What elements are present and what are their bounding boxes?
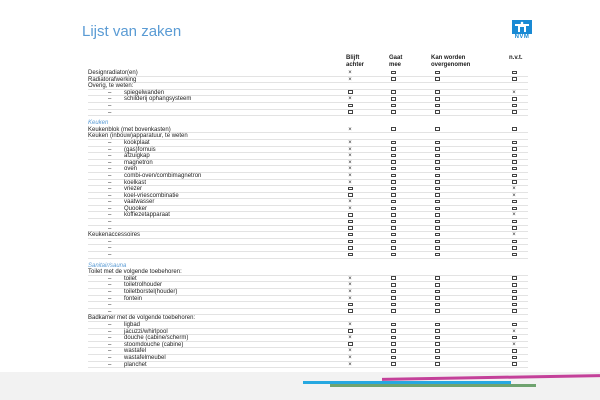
row-label: schilderij ophangsysteem bbox=[124, 96, 192, 103]
table-row bbox=[88, 362, 528, 369]
col-header-blijft-achter: Blijft achter bbox=[346, 55, 365, 68]
table-row bbox=[88, 110, 528, 117]
checked-mark[interactable]: × bbox=[348, 139, 352, 146]
empty-checkbox[interactable] bbox=[389, 147, 397, 154]
row-label: Designradiator(en) bbox=[88, 70, 138, 76]
empty-checkbox[interactable] bbox=[433, 342, 441, 349]
empty-checkbox[interactable] bbox=[389, 173, 397, 180]
empty-checkbox[interactable] bbox=[389, 322, 397, 329]
table-row bbox=[88, 103, 528, 110]
empty-checkbox[interactable] bbox=[389, 289, 397, 296]
empty-checkbox[interactable] bbox=[510, 153, 518, 160]
empty-checkbox[interactable] bbox=[510, 226, 518, 233]
empty-checkbox[interactable] bbox=[389, 70, 397, 77]
empty-checkbox[interactable] bbox=[346, 186, 354, 193]
empty-checkbox[interactable] bbox=[433, 252, 441, 259]
empty-checkbox[interactable] bbox=[346, 90, 354, 97]
table-row bbox=[88, 276, 528, 283]
table-row bbox=[88, 180, 528, 187]
empty-checkbox[interactable] bbox=[346, 226, 354, 233]
empty-checkbox[interactable] bbox=[433, 140, 441, 147]
dash-bullet: – bbox=[108, 252, 112, 259]
checked-mark[interactable]: × bbox=[348, 70, 352, 76]
table-row bbox=[88, 186, 528, 193]
row-label: koffiezetapparaat bbox=[124, 212, 170, 219]
dash-bullet: – bbox=[108, 354, 112, 361]
checked-mark[interactable]: × bbox=[348, 335, 352, 342]
dash-bullet: – bbox=[108, 102, 112, 109]
checked-mark[interactable]: × bbox=[348, 153, 352, 160]
empty-checkbox[interactable] bbox=[433, 153, 441, 160]
table-row bbox=[88, 252, 528, 259]
row-label: toiletborstel(houder) bbox=[124, 289, 178, 295]
empty-checkbox[interactable] bbox=[510, 245, 518, 252]
row-label: jacuzzi/whirlpool bbox=[124, 328, 168, 335]
empty-checkbox[interactable] bbox=[433, 219, 441, 226]
empty-checkbox[interactable] bbox=[389, 355, 397, 362]
empty-checkbox[interactable] bbox=[510, 173, 518, 180]
logo-text: NVM bbox=[514, 34, 530, 40]
row-label: toiletrolhouder bbox=[124, 282, 163, 289]
checked-mark[interactable]: × bbox=[348, 172, 352, 179]
table-row bbox=[88, 322, 528, 329]
empty-checkbox[interactable] bbox=[433, 302, 441, 309]
checked-mark[interactable]: × bbox=[348, 289, 352, 295]
empty-checkbox[interactable] bbox=[346, 252, 354, 259]
empty-checkbox[interactable] bbox=[433, 348, 441, 355]
dash-bullet: – bbox=[108, 96, 112, 103]
empty-checkbox[interactable] bbox=[389, 127, 397, 134]
empty-checkbox[interactable] bbox=[510, 276, 518, 283]
row-label: Keuken (inbouw)apparatuur, te weten bbox=[88, 133, 188, 140]
checked-mark[interactable]: × bbox=[348, 146, 352, 153]
checked-mark[interactable]: × bbox=[348, 166, 352, 173]
row-label: Sanitair/sauna bbox=[88, 262, 127, 269]
dash-bullet: – bbox=[108, 139, 112, 146]
empty-checkbox[interactable] bbox=[433, 147, 441, 154]
empty-checkbox[interactable] bbox=[510, 166, 518, 173]
row-label: toilet bbox=[124, 275, 137, 282]
dash-bullet: – bbox=[108, 199, 112, 206]
empty-checkbox[interactable] bbox=[389, 232, 397, 239]
empty-checkbox[interactable] bbox=[433, 193, 441, 200]
checked-mark[interactable]: × bbox=[348, 361, 352, 368]
dash-bullet: – bbox=[108, 361, 112, 368]
dash-bullet: – bbox=[108, 289, 112, 295]
dash-bullet: – bbox=[108, 179, 112, 186]
empty-checkbox[interactable] bbox=[389, 226, 397, 233]
table-row bbox=[88, 153, 528, 160]
table-row bbox=[88, 133, 528, 140]
empty-checkbox[interactable] bbox=[433, 282, 441, 289]
checked-mark[interactable]: × bbox=[348, 126, 352, 133]
empty-checkbox[interactable] bbox=[433, 355, 441, 362]
table-row bbox=[88, 96, 528, 103]
row-label: vaatwasser bbox=[124, 199, 155, 206]
empty-checkbox[interactable] bbox=[389, 342, 397, 349]
empty-checkbox[interactable] bbox=[433, 70, 441, 77]
dash-bullet: – bbox=[108, 308, 112, 315]
empty-checkbox[interactable] bbox=[389, 166, 397, 173]
empty-checkbox[interactable] bbox=[433, 335, 441, 342]
table-row bbox=[88, 219, 528, 226]
empty-checkbox[interactable] bbox=[433, 199, 441, 206]
nvm-logo bbox=[509, 20, 535, 40]
checked-mark[interactable]: × bbox=[512, 212, 516, 219]
empty-checkbox[interactable] bbox=[433, 160, 441, 167]
section-heading bbox=[88, 263, 528, 270]
empty-checkbox[interactable] bbox=[510, 362, 518, 369]
empty-checkbox[interactable] bbox=[433, 329, 441, 336]
empty-checkbox[interactable] bbox=[510, 70, 518, 77]
empty-checkbox[interactable] bbox=[510, 309, 518, 316]
checked-mark[interactable]: × bbox=[512, 89, 516, 96]
table-row bbox=[88, 160, 528, 167]
empty-checkbox[interactable] bbox=[510, 296, 518, 303]
checked-mark[interactable]: × bbox=[512, 232, 516, 239]
table-row bbox=[88, 147, 528, 154]
table-row bbox=[88, 212, 528, 219]
dash-bullet: – bbox=[108, 172, 112, 179]
row-label: Toilet met de volgende toebehoren: bbox=[88, 269, 182, 276]
row-label: (gas)fornuis bbox=[124, 146, 156, 153]
empty-checkbox[interactable] bbox=[433, 289, 441, 296]
empty-checkbox[interactable] bbox=[389, 252, 397, 259]
empty-checkbox[interactable] bbox=[389, 153, 397, 160]
row-label: magnetron bbox=[124, 159, 153, 166]
empty-checkbox[interactable] bbox=[510, 348, 518, 355]
table-row bbox=[88, 70, 528, 77]
dash-bullet: – bbox=[108, 245, 112, 252]
empty-checkbox[interactable] bbox=[433, 309, 441, 316]
dash-bullet: – bbox=[108, 335, 112, 342]
table-row bbox=[88, 302, 528, 309]
dash-bullet: – bbox=[108, 341, 112, 348]
table-row bbox=[88, 193, 528, 200]
row-label: fontein bbox=[124, 295, 143, 302]
section-heading bbox=[88, 120, 528, 127]
dash-bullet: – bbox=[108, 89, 112, 96]
empty-checkbox[interactable] bbox=[389, 77, 397, 84]
empty-checkbox[interactable] bbox=[433, 127, 441, 134]
table-row bbox=[88, 90, 528, 97]
empty-checkbox[interactable] bbox=[433, 239, 441, 246]
dash-bullet: – bbox=[108, 348, 112, 355]
empty-checkbox[interactable] bbox=[510, 252, 518, 259]
empty-checkbox[interactable] bbox=[510, 160, 518, 167]
empty-checkbox[interactable] bbox=[433, 245, 441, 252]
empty-checkbox[interactable] bbox=[510, 127, 518, 134]
row-label: douche (cabine/scherm) bbox=[124, 335, 189, 342]
empty-checkbox[interactable] bbox=[389, 329, 397, 336]
dash-bullet: – bbox=[108, 302, 112, 309]
empty-checkbox[interactable] bbox=[389, 110, 397, 117]
empty-checkbox[interactable] bbox=[389, 212, 397, 219]
row-label: oven bbox=[124, 166, 138, 173]
empty-checkbox[interactable] bbox=[510, 103, 518, 110]
checked-mark[interactable]: × bbox=[348, 348, 352, 355]
dash-bullet: – bbox=[108, 282, 112, 289]
empty-checkbox[interactable] bbox=[510, 147, 518, 154]
empty-checkbox[interactable] bbox=[510, 110, 518, 117]
dash-bullet: – bbox=[108, 219, 112, 226]
table-row bbox=[88, 309, 528, 316]
empty-checkbox[interactable] bbox=[433, 103, 441, 110]
col-header-gaat-mee: Gaat mee bbox=[389, 55, 403, 68]
table-row bbox=[88, 239, 528, 246]
empty-checkbox[interactable] bbox=[510, 322, 518, 329]
empty-checkbox[interactable] bbox=[389, 282, 397, 289]
empty-checkbox[interactable] bbox=[433, 212, 441, 219]
table-row bbox=[88, 282, 528, 289]
empty-checkbox[interactable] bbox=[389, 90, 397, 97]
empty-checkbox[interactable] bbox=[389, 239, 397, 246]
dash-bullet: – bbox=[108, 295, 112, 302]
empty-checkbox[interactable] bbox=[433, 276, 441, 283]
empty-checkbox[interactable] bbox=[433, 362, 441, 369]
dash-bullet: – bbox=[108, 212, 112, 219]
empty-checkbox[interactable] bbox=[433, 226, 441, 233]
row-label: Keukenblok (met bovenkasten) bbox=[88, 126, 171, 133]
empty-checkbox[interactable] bbox=[389, 206, 397, 213]
table-row bbox=[88, 342, 528, 349]
empty-checkbox[interactable] bbox=[433, 90, 441, 97]
dash-bullet: – bbox=[108, 328, 112, 335]
checked-mark[interactable]: × bbox=[348, 199, 352, 206]
empty-checkbox[interactable] bbox=[510, 77, 518, 84]
table-row bbox=[88, 166, 528, 173]
table-row bbox=[88, 348, 528, 355]
empty-checkbox[interactable] bbox=[346, 302, 354, 309]
empty-checkbox[interactable] bbox=[346, 309, 354, 316]
row-label: stoomdouche (cabine) bbox=[124, 341, 184, 348]
table-row bbox=[88, 335, 528, 342]
row-label: Radiatorafwerking bbox=[88, 76, 137, 83]
empty-checkbox[interactable] bbox=[433, 96, 441, 103]
table-row bbox=[88, 77, 528, 84]
checked-mark[interactable]: × bbox=[348, 321, 352, 328]
checked-mark[interactable]: × bbox=[348, 159, 352, 166]
empty-checkbox[interactable] bbox=[433, 180, 441, 187]
checked-mark[interactable]: × bbox=[512, 328, 516, 335]
empty-checkbox[interactable] bbox=[389, 276, 397, 283]
table-row bbox=[88, 226, 528, 233]
empty-checkbox[interactable] bbox=[389, 362, 397, 369]
empty-checkbox[interactable] bbox=[346, 212, 354, 219]
checked-mark[interactable]: × bbox=[512, 192, 516, 199]
empty-checkbox[interactable] bbox=[389, 199, 397, 206]
row-label: spiegelwanden bbox=[124, 89, 165, 96]
nvm-logo-icon bbox=[512, 20, 532, 34]
dash-bullet: – bbox=[108, 159, 112, 166]
row-label: wastafelmeubel bbox=[124, 354, 166, 361]
empty-checkbox[interactable] bbox=[510, 180, 518, 187]
dash-bullet: – bbox=[108, 166, 112, 173]
empty-checkbox[interactable] bbox=[346, 245, 354, 252]
empty-checkbox[interactable] bbox=[510, 140, 518, 147]
dash-bullet: – bbox=[108, 153, 112, 160]
dash-bullet: – bbox=[108, 225, 112, 232]
row-label: Quooker bbox=[124, 205, 148, 212]
empty-checkbox[interactable] bbox=[510, 302, 518, 309]
empty-checkbox[interactable] bbox=[346, 232, 354, 239]
empty-checkbox[interactable] bbox=[510, 219, 518, 226]
empty-checkbox[interactable] bbox=[433, 77, 441, 84]
row-label: ligbad bbox=[124, 321, 141, 328]
empty-checkbox[interactable] bbox=[433, 232, 441, 239]
row-label: combi-oven/combimagnetron bbox=[124, 172, 202, 179]
empty-checkbox[interactable] bbox=[433, 206, 441, 213]
checked-mark[interactable]: × bbox=[348, 275, 352, 282]
empty-checkbox[interactable] bbox=[389, 309, 397, 316]
table-row bbox=[88, 232, 528, 239]
checked-mark[interactable]: × bbox=[348, 76, 352, 83]
row-label: Badkamer met de volgende toebehoren: bbox=[88, 315, 196, 322]
dash-bullet: – bbox=[108, 192, 112, 199]
empty-checkbox[interactable] bbox=[389, 245, 397, 252]
empty-checkbox[interactable] bbox=[389, 302, 397, 309]
table-row bbox=[88, 199, 528, 206]
table-row bbox=[88, 296, 528, 303]
table-row bbox=[88, 83, 528, 90]
table-row bbox=[88, 315, 528, 322]
empty-checkbox[interactable] bbox=[346, 219, 354, 226]
empty-checkbox[interactable] bbox=[389, 335, 397, 342]
table-row bbox=[88, 140, 528, 147]
table-row bbox=[88, 173, 528, 180]
empty-checkbox[interactable] bbox=[346, 329, 354, 336]
empty-checkbox[interactable] bbox=[510, 239, 518, 246]
row-label: Keuken bbox=[88, 120, 109, 127]
checked-mark[interactable]: × bbox=[348, 282, 352, 289]
empty-checkbox[interactable] bbox=[389, 160, 397, 167]
table-row bbox=[88, 269, 528, 276]
empty-checkbox[interactable] bbox=[346, 103, 354, 110]
checked-mark[interactable]: × bbox=[512, 186, 516, 193]
empty-checkbox[interactable] bbox=[510, 96, 518, 103]
row-label: afzuigkap bbox=[124, 153, 150, 160]
dash-bullet: – bbox=[108, 205, 112, 212]
row-label: vriezer bbox=[124, 186, 143, 193]
row-label: Overig, te weten: bbox=[88, 83, 134, 90]
dash-bullet: – bbox=[108, 275, 112, 282]
empty-checkbox[interactable] bbox=[510, 355, 518, 362]
col-header-nvt: n.v.t. bbox=[509, 55, 523, 61]
empty-checkbox[interactable] bbox=[389, 96, 397, 103]
empty-checkbox[interactable] bbox=[389, 219, 397, 226]
checked-mark[interactable]: × bbox=[348, 96, 352, 103]
empty-checkbox[interactable] bbox=[346, 342, 354, 349]
dash-bullet: – bbox=[108, 146, 112, 153]
row-label: planchet bbox=[124, 361, 147, 368]
empty-checkbox[interactable] bbox=[389, 140, 397, 147]
empty-checkbox[interactable] bbox=[389, 186, 397, 193]
dash-bullet: – bbox=[108, 238, 112, 245]
dash-bullet: – bbox=[108, 321, 112, 328]
table-row bbox=[88, 206, 528, 213]
dash-bullet: – bbox=[108, 186, 112, 193]
empty-checkbox[interactable] bbox=[389, 103, 397, 110]
table-row bbox=[88, 127, 528, 134]
dash-bullet: – bbox=[108, 109, 112, 116]
row-label: kookplaat bbox=[124, 139, 150, 146]
footer-stripe-green bbox=[330, 384, 536, 387]
checklist-table bbox=[88, 70, 528, 368]
checked-mark[interactable]: × bbox=[512, 341, 516, 348]
checked-mark[interactable]: × bbox=[348, 354, 352, 361]
table-row bbox=[88, 245, 528, 252]
empty-checkbox[interactable] bbox=[389, 296, 397, 303]
checked-mark[interactable]: × bbox=[348, 179, 352, 186]
empty-checkbox[interactable] bbox=[433, 110, 441, 117]
page-title: Lijst van zaken bbox=[82, 23, 182, 40]
empty-checkbox[interactable] bbox=[346, 193, 354, 200]
empty-checkbox[interactable] bbox=[389, 180, 397, 187]
table-row bbox=[88, 289, 528, 296]
empty-checkbox[interactable] bbox=[433, 166, 441, 173]
empty-checkbox[interactable] bbox=[346, 110, 354, 117]
row-label: wastafel bbox=[124, 348, 147, 355]
col-header-kan-worden-overgenomen: Kan worden overgenomen bbox=[431, 55, 471, 68]
empty-checkbox[interactable] bbox=[433, 173, 441, 180]
empty-checkbox[interactable] bbox=[346, 239, 354, 246]
empty-checkbox[interactable] bbox=[510, 289, 518, 296]
empty-checkbox[interactable] bbox=[433, 296, 441, 303]
empty-checkbox[interactable] bbox=[389, 348, 397, 355]
row-label: koel-vriescombinatie bbox=[124, 192, 179, 199]
empty-checkbox[interactable] bbox=[510, 199, 518, 206]
empty-checkbox[interactable] bbox=[510, 282, 518, 289]
empty-checkbox[interactable] bbox=[510, 335, 518, 342]
empty-checkbox[interactable] bbox=[510, 206, 518, 213]
empty-checkbox[interactable] bbox=[389, 193, 397, 200]
row-label: Keukenaccessoires bbox=[88, 232, 141, 239]
table-row bbox=[88, 329, 528, 336]
checked-mark[interactable]: × bbox=[348, 295, 352, 302]
empty-checkbox[interactable] bbox=[433, 322, 441, 329]
checked-mark[interactable]: × bbox=[348, 205, 352, 212]
empty-checkbox[interactable] bbox=[433, 186, 441, 193]
table-row bbox=[88, 355, 528, 362]
row-label: koelkast bbox=[124, 179, 147, 186]
